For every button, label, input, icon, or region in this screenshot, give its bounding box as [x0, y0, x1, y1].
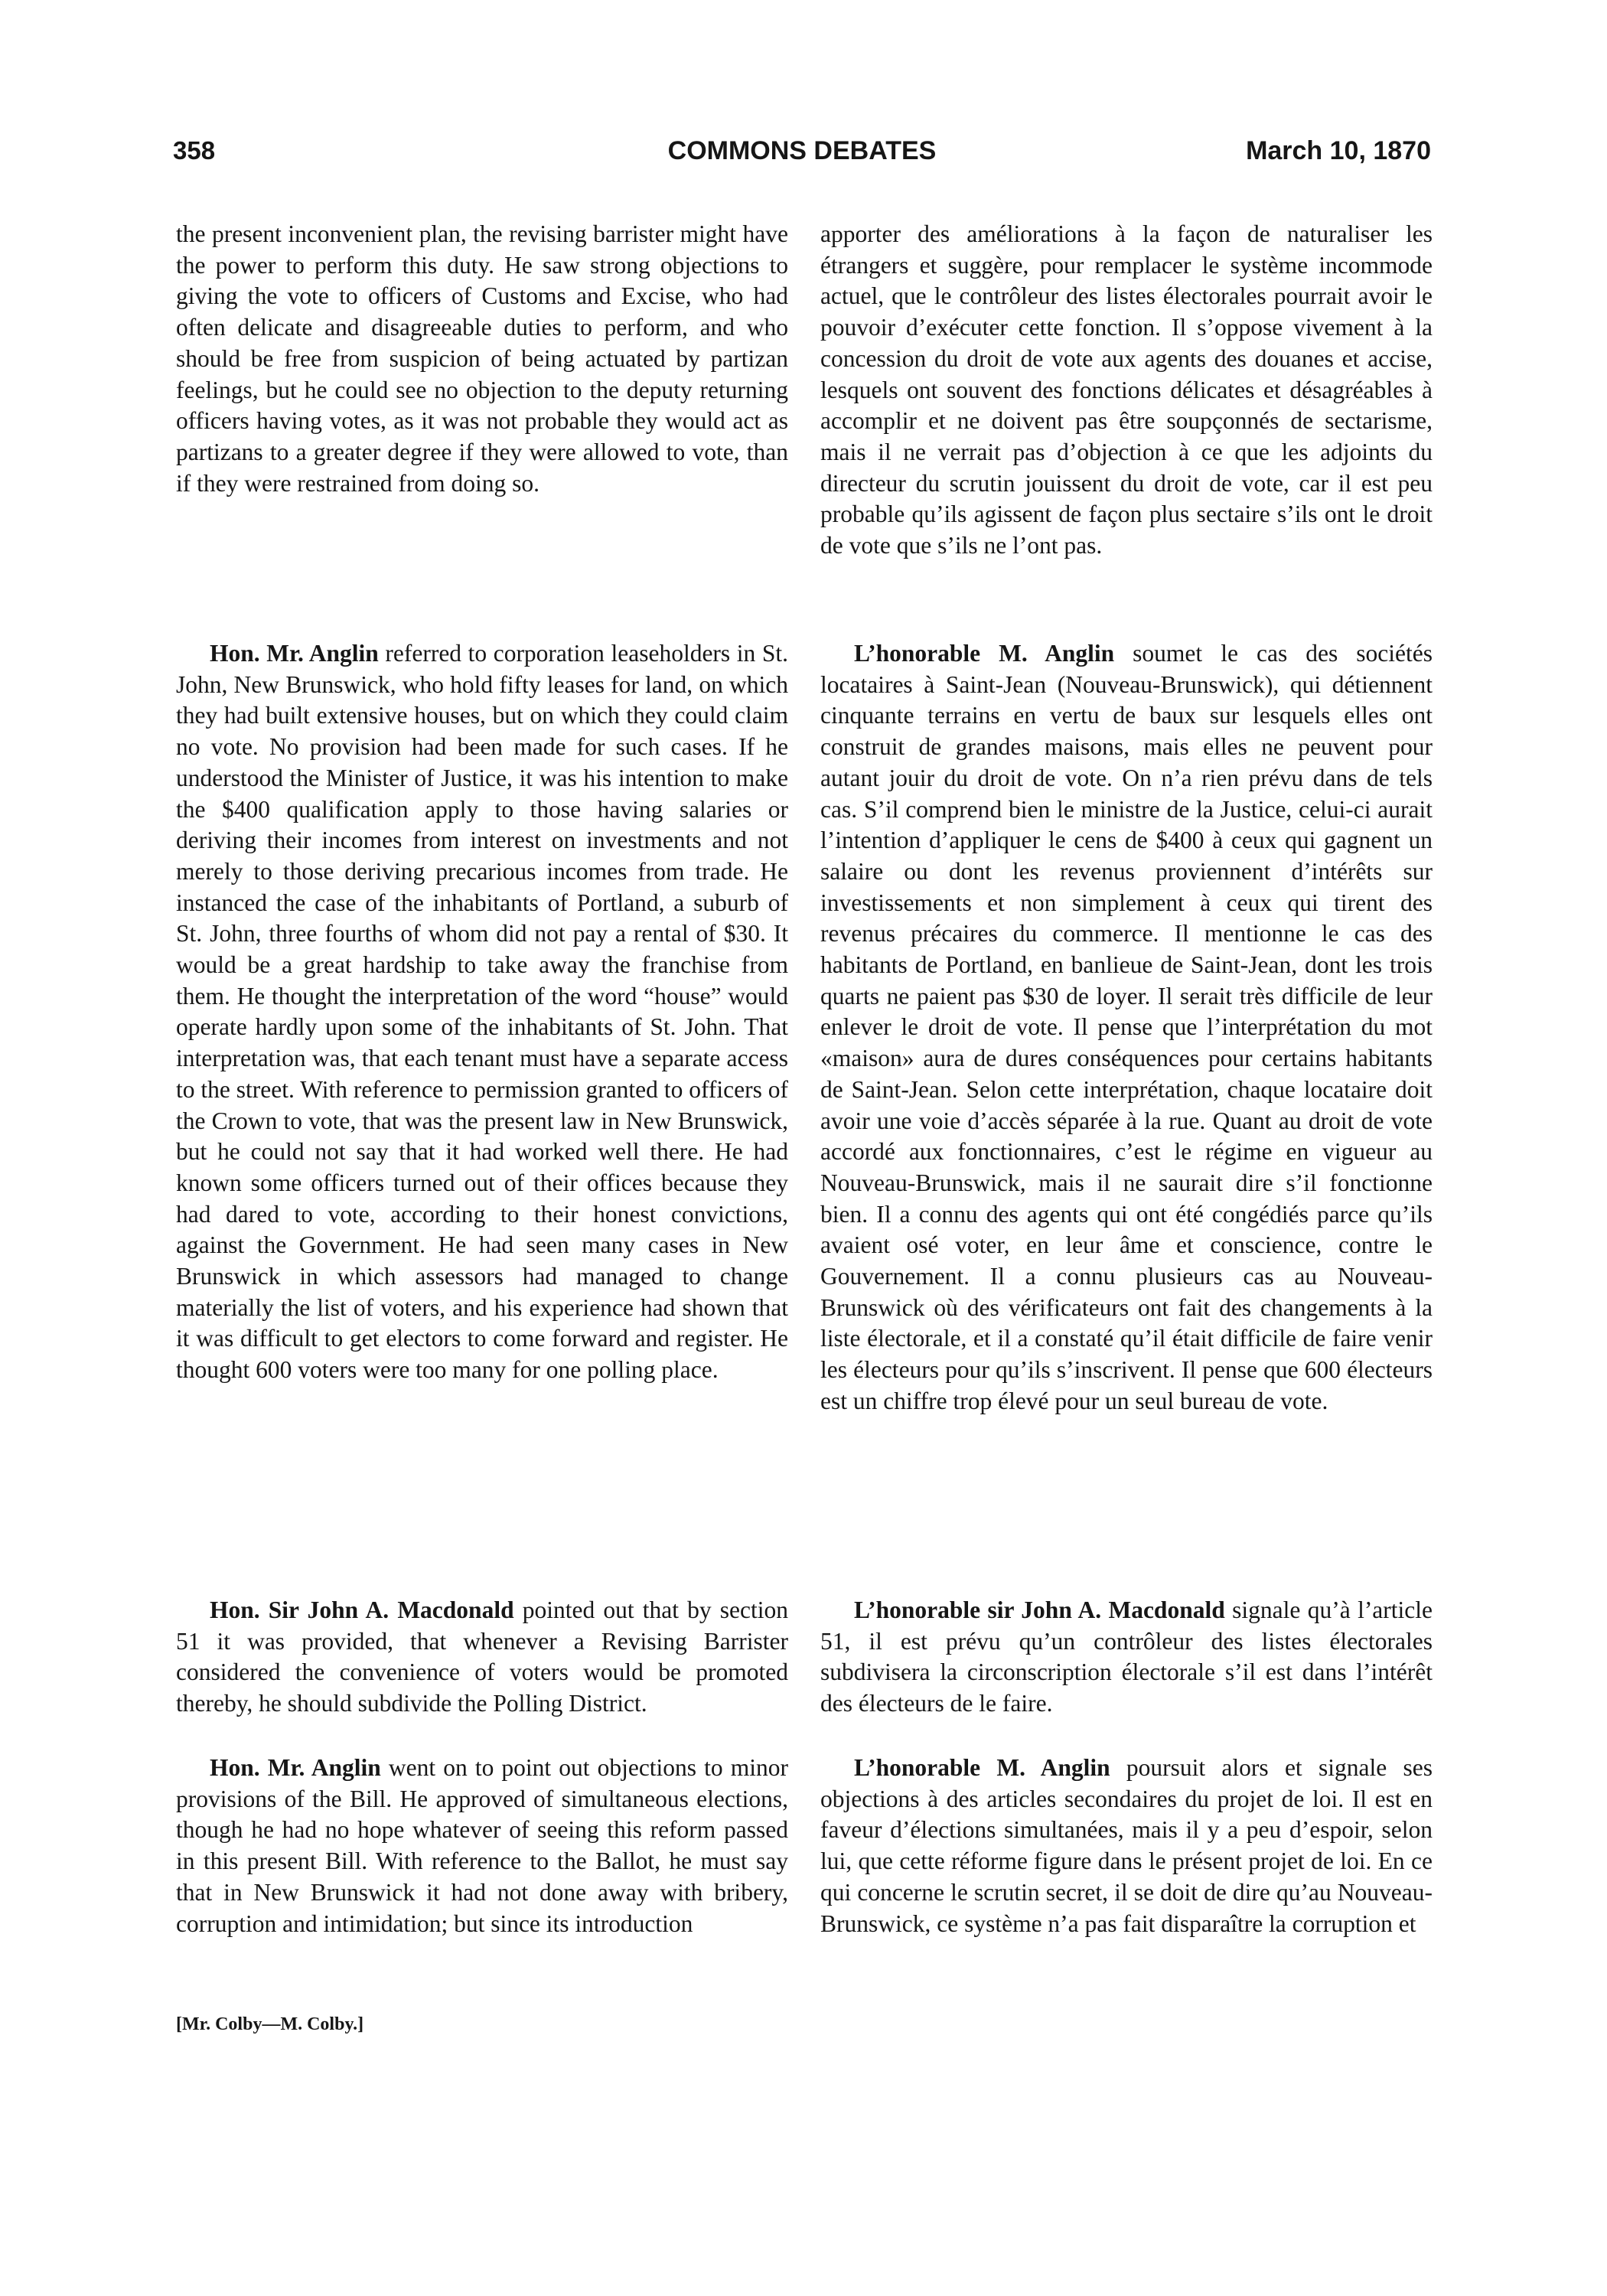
paragraph-text: referred to corporation leaseholders in St. John, New Brunswick, who hold fifty leases for land, on which they had built extensive houses, but on which they could claim no vote. No provision had been made for such cases. If he understood the Minister of Justice, it was his intention to make the $400 qualification apply to those having salaries or deriving their incomes from interest on investments and not merely to those deriving precarious incomes from trade. He instanced the case of the inhabitants of Portland, a suburb of St. John, three fourths of whom did not pay a rental of $30. It would be a great hardship to take away the franchise from them. He thought the interpretation of the word “house” would operate hardly upon some of the inhabitants of St. John. That interpretation was, that each tenant must have a separate access to the street. With reference to permission granted to officers of the Crown to vote, that was the present law in New Brunswick, but he could not say that it had worked well there. He had known some officers turned out of their offices because they had dared to vote, according to their honest convictions, against the Government. He had seen many cases in New Brunswick in which assessors had managed to change materially the list of voters, and his experience had shown that it was difficult to get electors to come forward and register. He thought 600 voters were too many for one polling place. [176, 640, 788, 1384]
french-paragraph-2 [820, 638, 1433, 1417]
speaker-name: L’honorable M. Anglin [854, 640, 1115, 667]
french-paragraph-4 [820, 1753, 1433, 1939]
speaker-name: L’honorable sir John A. Macdonald [854, 1596, 1225, 1623]
english-paragraph-4 [176, 1753, 788, 1939]
footer-note: [Mr. Colby—M. Colby.] [176, 2014, 364, 2034]
paragraph-text: poursuit alors et signale ses objections à des articles secondaires du projet de loi. Il est en faveur d’élections simultanées, mais il y a peu d’espoir, selon lui, que cette réforme figure dans le présent projet de loi. En ce qui concerne le scrutin secret, il se doit de dire qu’au Nouveau-Brunswick, ce système n’a pas fait disparaître la corruption et [820, 1754, 1433, 1937]
page-number: 358 [173, 136, 216, 165]
english-paragraph-3 [176, 1595, 788, 1720]
english-paragraph-2 [176, 638, 788, 1386]
speaker-name: Hon. Mr. Anglin [210, 1754, 381, 1781]
paragraph-text: signale qu’à l’article 51, il est prévu qu’un contrôleur des listes électorales subdivisera la circonscription électorale s’il est dans l’intérêt des électeurs de le faire. [820, 1596, 1433, 1717]
paragraph-text: went on to point out objections to minor provisions of the Bill. He approved of simultaneous elections, though he had no hope whatever of seeing this reform passed in this present Bill. With reference to the Ballot, he must say that in New Brunswick it had not done away with bribery, corruption and intimidation; but since its introduction [176, 1754, 788, 1937]
english-paragraph-1: the present inconvenient plan, the revising barrister might have the power to perform this duty. He saw strong objections to giving the vote to officers of Customs and Excise, who had often delicate and disagreeable duties to perform, and who should be free from suspicion of being actuated by partizan feelings, but he could see no objection to the deputy returning officers having votes, as it was not probable they would act as partizans to a greater degree if they were allowed to vote, than if they were restrained from doing so. [176, 220, 788, 497]
french-paragraph-3 [820, 1595, 1433, 1720]
header-date: March 10, 1870 [1246, 136, 1431, 165]
french-paragraph-1: apporter des améliorations à la façon de naturaliser les étrangers et suggère, pour remplacer le système incommode actuel, que le contrôleur des listes électorales pourrait avoir le pouvoir d’exécuter cette fonction. Il s’oppose vivement à la concession du droit de vote aux agents des douanes et accise, lesquels ont souvent des fonctions délicates et désagréables à accomplir et ne doivent pas être soupçonnés de sectarisme, mais il ne verrait pas d’objection à ce que les adjoints du directeur du scrutin jouissent du droit de vote, car il est peu probable qu’ils agissent de façon plus sectaire s’ils ont le droit de vote que s’ils ne l’ont pas. [820, 220, 1433, 559]
running-title: COMMONS DEBATES [667, 136, 937, 165]
speaker-name: Hon. Mr. Anglin [210, 640, 379, 667]
paragraph-text: pointed out that by section 51 it was provided, that whenever a Revising Barrister considered the convenience of voters would be promoted thereby, he should subdivide the Polling District. [176, 1596, 788, 1717]
speaker-name: Hon. Sir John A. Macdonald [210, 1596, 514, 1623]
speaker-name: L’honorable M. Anglin [854, 1754, 1110, 1781]
page-header [173, 136, 1431, 173]
paragraph-text: soumet le cas des sociétés locataires à Saint-Jean (Nouveau-Brunswick), qui détiennent cinquante terrains en vertu de baux sur lesquels elles ont construit de grandes maisons, mais elles ne peuvent pour autant jouir du droit de vote. On n’a rien prévu dans de tels cas. S’il comprend bien le ministre de la Justice, celui-ci aurait l’intention d’appliquer le cens de $400 à ceux qui gagnent un salaire ou dont les revenus proviennent d’intérêts sur investissements et non simplement à ceux qui tirent des revenus précaires du commerce. Il mentionne le cas des habitants de Portland, en banlieue de Saint-Jean, dont les trois quarts ne paient pas $30 de loyer. Il serait très difficile de leur enlever le droit de vote. Il pense que l’interprétation du mot «maison» aura de dures conséquences pour certains habitants de Saint-Jean. Selon cette interprétation, chaque locataire doit avoir une voie d’accès séparée à la rue. Quant au droit de vote accordé aux fonctionnaires, c’est le régime en vigueur au Nouveau-Brunswick, mais il ne saurait dire s’il fonctionne bien. Il a connu des agents qui ont été congédiés parce qu’ils avaient osé voter, en leur âme et conscience, contre le Gouvernement. Il a connu plusieurs cas au Nouveau-Brunswick où des vérificateurs ont fait des changements à la liste électorale, et il a constaté qu’il était difficile de faire venir les électeurs pour qu’ils s’inscrivent. Il pense que 600 électeurs est un chiffre trop élevé pour un seul bureau de vote. [820, 640, 1433, 1414]
